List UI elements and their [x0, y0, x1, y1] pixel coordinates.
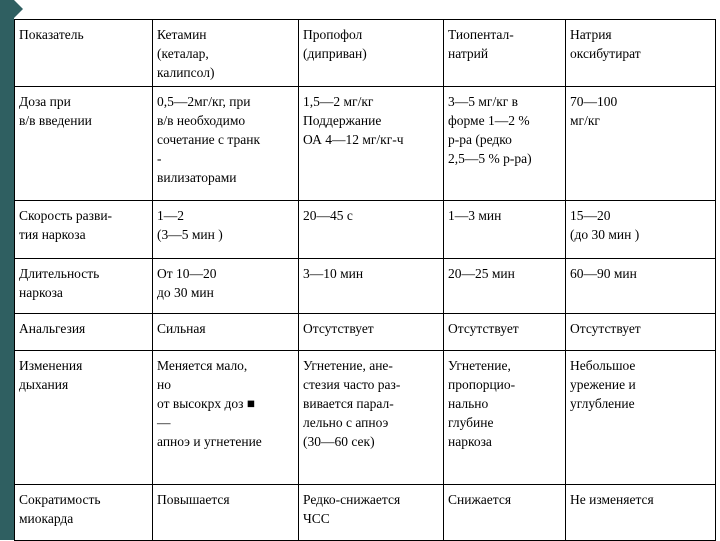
- row-label: Изменения дыхания: [15, 351, 153, 485]
- table-cell: Угнетение, ане- стезия часто раз- вивается парал- лельно с апноэ (30—60 сек): [299, 351, 444, 485]
- table-cell: 20—45 с: [299, 201, 444, 259]
- table-cell: 3—5 мг/кг в форме 1—2 % р-ра (редко 2,5—5 % р-ра): [444, 87, 566, 201]
- table-row: [15, 259, 716, 314]
- table-cell: Отсутствует: [444, 314, 566, 351]
- table-cell: Сильная: [153, 314, 299, 351]
- table-cell: 70—100 мг/кг: [566, 87, 716, 201]
- header-cell-oxybutyrate: Натрия оксибутират: [566, 20, 716, 87]
- table-cell: Редко-снижается ЧСС: [299, 485, 444, 541]
- decorative-notch: [14, 0, 23, 18]
- table-row: [15, 201, 716, 259]
- comparison-table: [14, 19, 716, 541]
- table-cell: 60—90 мин: [566, 259, 716, 314]
- table-cell: 20—25 мин: [444, 259, 566, 314]
- table-cell: Небольшое урежение и углубление: [566, 351, 716, 485]
- table-row: [15, 87, 716, 201]
- row-label: Скорость разви- тия наркоза: [15, 201, 153, 259]
- table-cell: 1,5—2 мг/кг Поддержание ОА 4—12 мг/кг-ч: [299, 87, 444, 201]
- table-cell: Меняется мало, но от высокрх доз ■ — апноэ и угнетение: [153, 351, 299, 485]
- table-header-row: [15, 20, 716, 87]
- table-row: [15, 314, 716, 351]
- table-cell: 1—2 (3—5 мин ): [153, 201, 299, 259]
- header-cell-indicator: Показатель: [15, 20, 153, 87]
- table-cell: 1—3 мин: [444, 201, 566, 259]
- row-label: Анальгезия: [15, 314, 153, 351]
- row-label: Сократимость миокарда: [15, 485, 153, 541]
- table-cell: Не изменяется: [566, 485, 716, 541]
- table-cell: Отсутствует: [566, 314, 716, 351]
- row-label: Доза при в/в введении: [15, 87, 153, 201]
- header-cell-propofol: Пропофол (диприван): [299, 20, 444, 87]
- header-cell-thiopental: Тиопентал- натрий: [444, 20, 566, 87]
- table-cell: 0,5—2мг/кг, при в/в необходимо сочетание с транк - вилизаторами: [153, 87, 299, 201]
- table-cell: Повышается: [153, 485, 299, 541]
- table-cell: 15—20 (до 30 мин ): [566, 201, 716, 259]
- table-cell: От 10—20 до 30 мин: [153, 259, 299, 314]
- table-row: [15, 485, 716, 541]
- table-cell: Угнетение, пропорцио- нально глубине наркоза: [444, 351, 566, 485]
- header-cell-ketamine: Кетамин (кеталар, калипсол): [153, 20, 299, 87]
- row-label: Длительность наркоза: [15, 259, 153, 314]
- table-cell: Снижается: [444, 485, 566, 541]
- table-cell: Отсутствует: [299, 314, 444, 351]
- decorative-sidebar-bar: [0, 0, 14, 540]
- table-row: [15, 351, 716, 485]
- table-cell: 3—10 мин: [299, 259, 444, 314]
